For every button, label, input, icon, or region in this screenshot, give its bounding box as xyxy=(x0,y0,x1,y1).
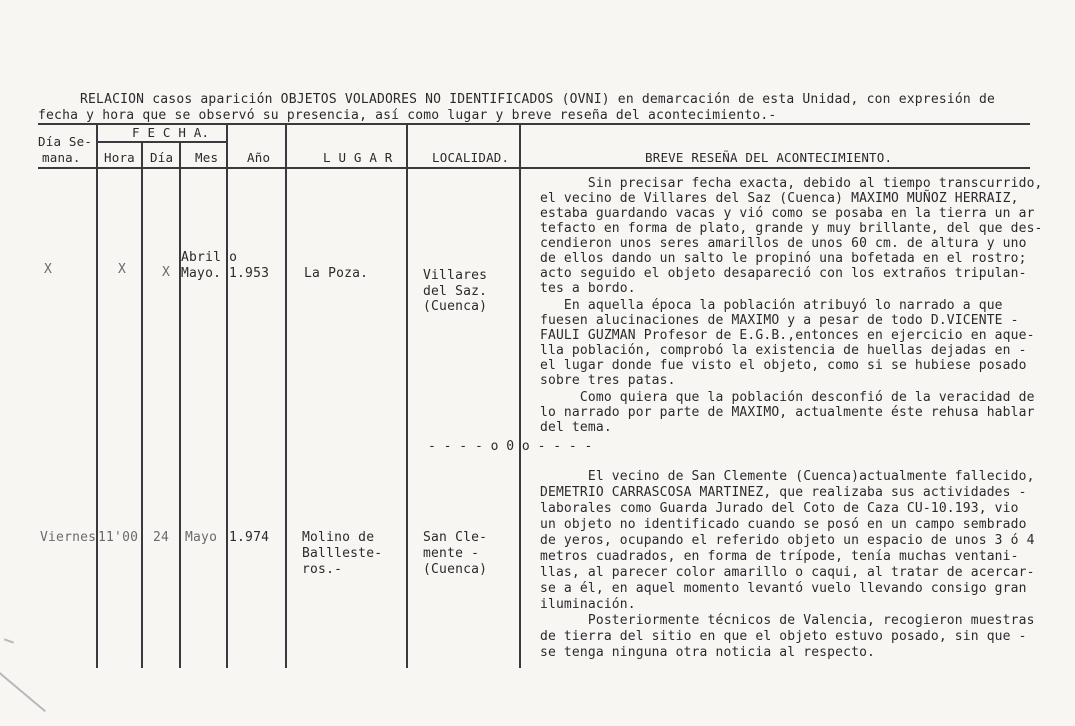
row1-resena-line: lo narrado por parte de MAXIMO, actualmente éste rehusa hablar xyxy=(540,405,1035,420)
row1-mes-line-2: Mayo. xyxy=(181,266,222,281)
row2-lugar-3: ros.- xyxy=(302,562,343,577)
row2-localidad-2: mente - xyxy=(423,546,480,561)
row1-localidad-3: (Cuenca) xyxy=(423,299,488,314)
row1-resena-line: el vecino de Villares del Saz (Cuenca) MAXIMO MUÑOZ HERRAIZ, xyxy=(540,191,1019,206)
col-header-dia: Día xyxy=(150,150,174,165)
row1-resena-line: sobre tres patas. xyxy=(540,373,676,388)
row1-dia: X xyxy=(162,265,171,280)
row1-resena-line: FAULI GUZMAN Profesor de E.G.B.,entonces en ejercicio en aque- xyxy=(540,328,1035,343)
row1-resena-line: fuesen alucinaciones de MAXIMO y a pesar de todo D.VICENTE - xyxy=(540,313,1019,328)
report-title-line-2: fecha y hora que se observó su presencia, así como lugar y breve reseña del acontecimiento.- xyxy=(38,108,777,123)
row2-resena-line: metros cuadrados, en forma de trípode, tenía muchas ventani- xyxy=(540,549,1019,564)
row1-resena-line: Como quiera que la población desconfió de la veracidad de xyxy=(540,390,1035,405)
row2-resena-line: llas, al parecer color amarillo o caqui, al tratar de acercar- xyxy=(540,565,1035,580)
col-header-hora: Hora xyxy=(104,150,135,165)
col-divider-3 xyxy=(179,141,181,668)
row2-lugar-2: Ballleste- xyxy=(302,546,383,561)
row2-lugar-1: Molino de xyxy=(302,530,375,545)
row2-dia: 24 xyxy=(153,530,170,545)
row2-resena-line: un objeto no identificado cuando se posó en un campo sembrado xyxy=(540,517,1027,532)
col-divider-6 xyxy=(406,123,408,668)
row1-hora: X xyxy=(118,262,127,277)
row1-resena-line: del tema. xyxy=(540,420,612,435)
scan-edge-mark xyxy=(4,638,14,643)
row1-resena-line: En aquella época la población atribuyó lo narrado a que xyxy=(540,298,1003,313)
row1-resena-line: lla población, comprobó la existencia de huellas dejadas en - xyxy=(540,343,1027,358)
col-header-dia-semana-2: mana. xyxy=(42,150,81,165)
row2-resena-line: DEMETRIO CARRASCOSA MARTINEZ, que realizaba sus actividades - xyxy=(540,485,1027,500)
row2-localidad-3: (Cuenca) xyxy=(423,562,488,577)
row2-resena-line: iluminación. xyxy=(540,597,636,612)
row1-lugar: La Poza. xyxy=(304,266,369,281)
row2-localidad-1: San Cle- xyxy=(423,530,488,545)
row2-resena-line: se tenga ninguna otra noticia al respecto. xyxy=(540,645,876,660)
row2-resena-line: se a él, en aquel momento levantó vuelo llevando consigo gran xyxy=(540,581,1027,596)
col-divider-5 xyxy=(285,123,287,668)
col-divider-2 xyxy=(141,141,143,668)
scan-edge-mark xyxy=(0,672,46,712)
fecha-subrule xyxy=(96,141,226,143)
table-header-rule xyxy=(38,167,1030,169)
row1-localidad-2: del Saz. xyxy=(423,284,488,299)
row2-resena-line: de yeros, ocupando el referido objeto un espacio de unos 3 ó 4 xyxy=(540,533,1035,548)
row2-anio: 1.974 xyxy=(229,530,270,545)
col-header-localidad: LOCALIDAD. xyxy=(432,150,510,165)
col-header-mes: Mes xyxy=(195,150,219,165)
row1-dia-semana: X xyxy=(44,262,53,277)
row1-anio: 1.953 xyxy=(229,266,270,281)
row2-mes: Mayo xyxy=(185,530,218,545)
col-divider-7 xyxy=(519,123,521,668)
col-divider-4 xyxy=(226,123,228,668)
row1-resena-line: tefacto en forma de plato, grande y muy brillante, del que des- xyxy=(540,221,1043,236)
col-header-fecha: F E C H A. xyxy=(132,125,210,140)
row2-dia-semana: Viernes xyxy=(40,530,97,545)
row1-resena-line: cendieron unos seres amarillos de unos 60 cm. de altura y uno xyxy=(540,236,1027,251)
row1-resena-line: el lugar donde fue visto el objeto, como si se hubiese posado xyxy=(540,358,1027,373)
row1-resena-line: de ellos dando un salto le propinó una bofetada en el rostro; xyxy=(540,251,1027,266)
col-header-lugar: L U G A R xyxy=(323,150,393,165)
row1-resena-line: acto seguido el objeto desapareció con los extraños tripulan- xyxy=(540,266,1027,281)
row1-resena-line: tes a bordo. xyxy=(540,281,636,296)
col-divider-1 xyxy=(96,123,98,668)
report-title-line-1: RELACION casos aparición OBJETOS VOLADORES NO IDENTIFICADOS (OVNI) en demarcación de esta Unidad, con expresión de xyxy=(80,92,996,107)
row1-mes-line-1: Abril o xyxy=(181,250,238,265)
row1-localidad-1: Villares xyxy=(423,268,488,283)
row1-resena-line: Sin precisar fecha exacta, debido al tiempo transcurrido, xyxy=(540,176,1043,191)
row2-resena-line: de tierra del sitio en que el objeto estuvo posado, sin que - xyxy=(540,629,1027,644)
col-header-anio: Año xyxy=(247,150,271,165)
row2-resena-line: laborales como Guarda Jurado del Coto de Caza CU-10.193, vio xyxy=(540,501,1019,516)
col-header-dia-semana-1: Día Se- xyxy=(38,134,93,149)
entry-separator: - - - - o 0 o - - - - xyxy=(428,439,593,454)
row2-resena-line: El vecino de San Clemente (Cuenca)actualmente fallecido, xyxy=(540,469,1035,484)
row2-resena-line: Posteriormente técnicos de Valencia, recogieron muestras xyxy=(540,613,1035,628)
row2-hora: 11'00 xyxy=(98,530,139,545)
col-header-resena: BREVE RESEÑA DEL ACONTECIMIENTO. xyxy=(645,150,893,165)
row1-resena-line: estaba guardando vacas y vió como se posaba en la tierra un ar xyxy=(540,206,1035,221)
